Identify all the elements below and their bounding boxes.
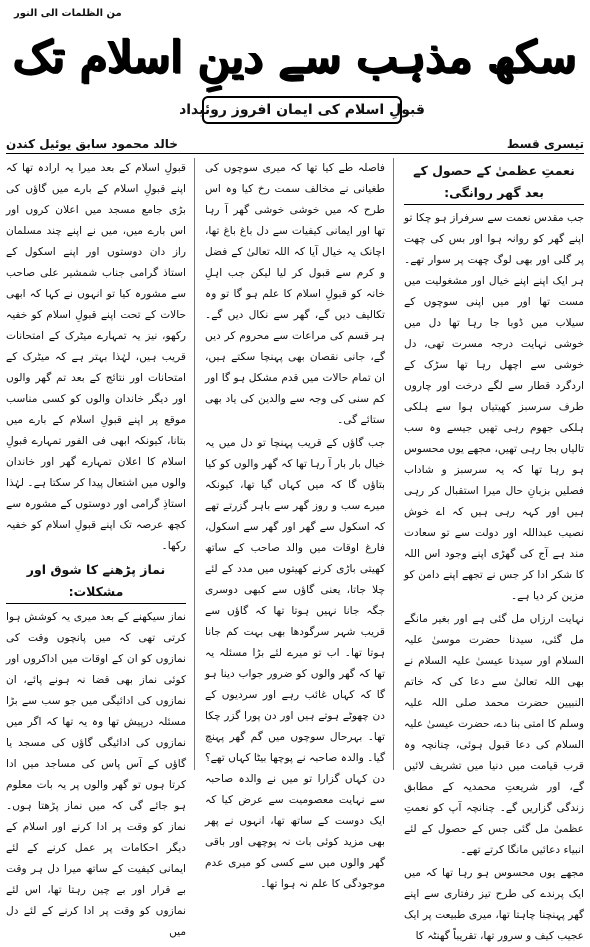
- section-heading: نماز پڑھنے کا شوق اور مشکلات:: [6, 559, 186, 604]
- article-column-3: [6, 158, 195, 938]
- paragraph: قبولِ اسلام کے بعد میرا یہ ارادہ تھا کہ اپنے قبولِ اسلام کے بارے میں گاؤں کی بڑی جامع مسجد میں اعلان کروں اور اس بارے میں، میں نے اپنے چند مسلمان راز دان دوستوں اور اپنے اسکول کے استاذ گرامی جناب شمشیر علی صاحب سے مشورہ کیا تو انہوں نے کہا کہ ابھی حالات کے تحت اپنے قبولِ اسلام کو خفیہ رکھو، نیز یہ تمہارے میٹرک کے امتحانات قریب ہیں، لہٰذا بہتر ہے کہ میٹرک کے امتحانات اور نتائج کے بعد تم گھر والوں اور دیگر خاندان والوں کو کسی مناسب موقع پر اپنے قبولِ اسلام کے بارے میں بتانا، کیونکہ ابھی فی الفور تمہارے قبولِ اسلام کا اعلان تمہارے گھر اور خاندان والوں میں اشتعال پیدا کر سکتا ہے۔ لہٰذا استاذِ گرامی اور دوستوں کے مشورہ سے کچھ عرصہ تک اپنے قبولِ اسلام کو خفیہ رکھا۔: [6, 162, 186, 552]
- paragraph: جب گاؤں کے قریب پہنچا تو دل میں یہ خیال بار بار آ رہا تھا کہ گھر والوں کو کیا بتاؤں گا کہ میں کہاں گیا تھا، کیونکہ میرے سب و روز گھر سے باہر گزرتے تھے کہ اسکول سے گھر اور گھر سے اسکول، فارغ اوقات میں والد صاحب کے ساتھ کھیتی باڑی کرنے کھیتوں میں مدد کے لئے چلا جاتا، یعنی گاؤں سے کبھی دوسری جگہ جانا نہیں ہوتا تھا کہ گاؤں سے قریب شہر سرگودھا بھی بہت کم جانا ہوتا تھا۔ اب تو میرے لئے بڑا مسئلہ یہ تھا کہ گھر والوں کو ضرور جواب دینا ہو گا کہ کہاں غائب رہے اور سردیوں کے دن چھوٹے ہوتے ہیں اور دن پورا گزر چکا تھا۔ بہرحال سوچوں میں گم گھر پہنچ گیا۔ والدہ صاحبہ نے پوچھا بیٹا کہاں تھے؟ دن کہاں گزارا تو میں نے والدہ صاحبہ سے نہایت معصومیت سے عرض کیا کہ ایک دوست کے ساتھ تھا، انہوں نے پھر بھی مزید کوئی بات نہ پوچھی اور باقی گھر والوں میں سے کسی کو میری عدم موجودگی کا علم نہ ہوا تھا۔: [205, 437, 385, 890]
- author-name: خالد محمود سابق یوئیل کندن: [6, 136, 178, 151]
- byline-row: [6, 134, 584, 154]
- article-column-2: [205, 158, 394, 890]
- paragraph: جب مقدس نعمت سے سرفراز ہو چکا تو اپنے گھر کو روانہ ہوا اور بس کی چھت پر گلی اور بھی لوگ چھت پر سوار تھے۔ ہر ایک اپنے اپنے خیال اور مشغولیت میں مست تھا اور میں اپنی سوچوں کے سیلاب میں ڈوبا جا رہا تھا دل میں خوشی نہایت درجہ مسرت تھی، دل خوشی سے اچھل رہا تھا سڑک کے اردگرد قطار سے لگے درخت اور چاروں طرف سرسبز کھیتیاں ہوا سے ہلکی ہلکی جھوم رہی تھیں جیسے وہ سب تالیاں بجا رہی تھیں، مجھے یوں محسوس ہو رہا تھا کہ یہ سرسبز و شاداب فصلیں بزبانِ حال میرا استقبال کر رہی ہیں اور کہہ رہی ہیں کہ اے خوش نصیب عبداللہ اور دولت سے تو سعادت مند ہے آج کی گھڑی اپنے وجود اس اللہ کا شکر ادا کر جس نے تجھے اپنے دامن کو مزین کر دیا ہے۔: [404, 212, 584, 602]
- article-column-1: [404, 158, 584, 942]
- series-label: من الظلمات الی النور: [14, 8, 122, 19]
- paragraph: نہایت ارزاں مل گئی ہے اور بغیر مانگے مل گئی، سیدنا حضرت موسیٰ علیہ السلام اور سیدنا عیسیٰ علیہ السلام نے بھی اللہ تعالیٰ سے دعا کی کہ خاتم النبیین حضرت محمد صلی اللہ علیہ وسلم کا امتی بنا دے، حضرت عیسیٰ علیہ السلام کی دعا قبول ہوئی، چنانچہ وہ قرب قیامت میں دنیا میں تشریف لائیں گے، اور شریعتِ محمدیہ کے مطابق زندگی گزاریں گے۔ چنانچہ آپ کو نعمتِ عظمیٰ مل گئی جس کے حصول کے لئے انبیاء دعائیں مانگا کرتے تھے۔: [404, 613, 584, 856]
- paragraph: فاصلہ طے کیا تھا کہ میری سوچوں کی طغیانی نے مخالف سمت رخ کیا وہ اس طرح کہ میں خوشی خوشی گھر آ رہا تھا اور ایمانی کیفیات سے دل باغ باغ تھا، اچانک یہ خیال آیا کہ اللہ تعالیٰ کے فضل و کرم سے قبول کر لیا لیکن جب اہلِ خانہ کو قبولِ اسلام کا علم ہو گا تو وہ تکالیف دیں گے، گھر سے نکال دیں گے۔ ہر قسم کی مراعات سے محروم کر دیں گے، جانی نقصان بھی پہنچا سکتے ہیں، ان تمام حالات میں قدم مشکل ہو گا اور کم سنی کی وجہ سے والدین کی یاد بھی ستائے گی۔: [205, 162, 385, 426]
- section-heading: نعمتِ عظمیٰ کے حصول کے بعد گھر روانگی:: [404, 160, 584, 205]
- headline-text: سکھ مذہب سے دینِ اسلام تک: [13, 32, 577, 83]
- installment-label: تیسری قسط: [506, 136, 584, 151]
- headline: [13, 26, 577, 90]
- paragraph: نماز سیکھنے کے بعد میری یہ کوشش ہوا کرتی تھی کہ میں پانچوں وقت کی نمازوں کو ان کے اوقات میں اداکروں اور کوئی نماز بھی قضا نہ ہونے پائے، ان نمازوں کی ادائیگی میں جو سب سے بڑا مسئلہ درپیش تھا وہ یہ تھا کہ اگر میں نمازوں کی ادائیگی گاؤں کی مسجد یا گاؤں کے آس پاس کی مساجد میں ادا کرتا ہوں تو گھر والوں پر یہ بات معلوم ہو جائے گی کہ میں نماز پڑھتا ہوں۔ نماز کو وقت پر ادا کرنے اور اسلام کے دیگر احکامات پر عمل کرنے کے لئے ایمانی کیفیت کے ساتھ میرا دل ہر وقت بے قرار اور بے چین رہتا تھا، اس لئے نمازوں کو وقت پر ادا کرنے کے لئے دل میں: [6, 611, 186, 938]
- paragraph: مجھے یوں محسوس ہو رہا تھا کہ میں ایک پرندے کی طرح تیز رفتاری سے اپنے گھر پہنچنا چاہتا تھا، میری طبیعت پر ایک عجیب کیف و سرور تھا، تقریباً گھنٹہ کا: [404, 867, 584, 942]
- subhead: قبولِ اسلام کی ایمان افروز روئیداد: [202, 96, 402, 124]
- article-columns: [6, 158, 584, 942]
